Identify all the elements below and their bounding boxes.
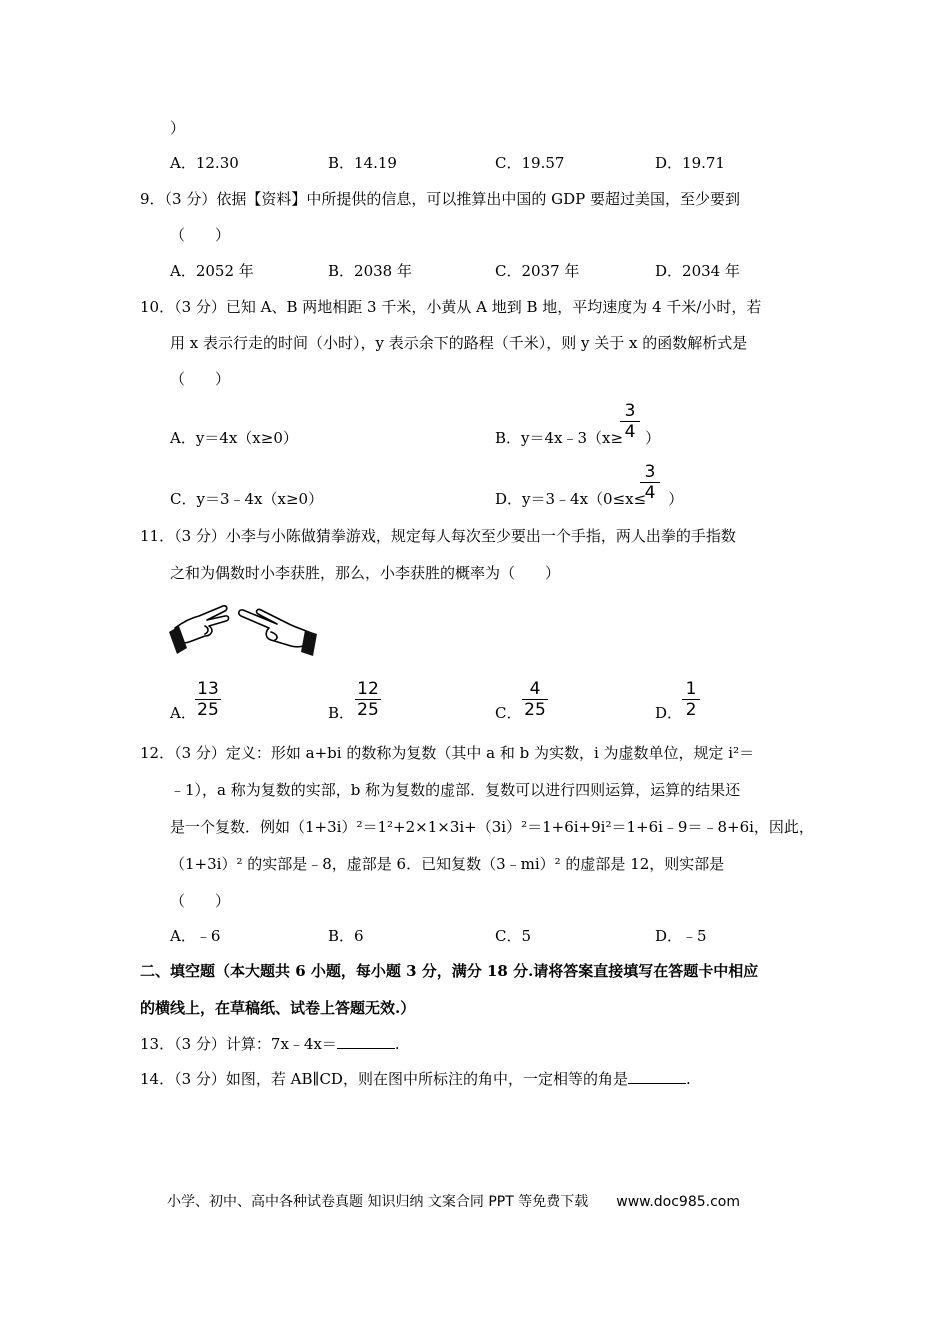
q14-answer-blank[interactable] bbox=[628, 1069, 686, 1084]
q14-end: . bbox=[685, 1070, 691, 1088]
q12-stem-2: ﹣1），a 称为复数的实部，b 称为复数的虚部．复数可以进行四则运算，运算的结果还 bbox=[170, 781, 741, 799]
fraction-numerator: 3 bbox=[644, 462, 656, 482]
q12-stem-3: 是一个复数．例如（1+3i）²＝1²+2×1×3i+（3i）²＝1+6i+9i²＝1+6i﹣9＝﹣8+6i，因此， bbox=[170, 818, 814, 836]
q12-option-b: B．6 bbox=[328, 927, 364, 945]
q11-stem-2: 之和为偶数时小李获胜，那么，小李获胜的概率为（ ） bbox=[170, 564, 561, 582]
fraction-denominator: 25 bbox=[524, 700, 546, 720]
fraction-denominator: 2 bbox=[685, 700, 697, 720]
q10-option-b-fraction bbox=[620, 402, 640, 441]
q10-option-a: A．y＝4x（x≥0） bbox=[170, 429, 298, 447]
q13-text: 13．（3 分）计算：7x﹣4x＝ bbox=[140, 1035, 337, 1053]
fraction-denominator: 25 bbox=[197, 700, 219, 720]
q9-option-d: D．2034 年 bbox=[655, 262, 740, 280]
footer-url[interactable]: www.doc985.com bbox=[616, 1194, 740, 1210]
q10-option-b-text: B．y＝4x﹣3（x≥ bbox=[495, 429, 624, 447]
q11-option-a-fraction bbox=[195, 680, 221, 719]
q10-option-c: C．y＝3﹣4x（x≥0） bbox=[170, 490, 324, 508]
fraction-numerator: 1 bbox=[685, 679, 697, 699]
q10-paren: （ ） bbox=[170, 370, 231, 388]
q14 bbox=[140, 1068, 691, 1090]
fraction-numerator: 4 bbox=[529, 679, 541, 699]
q13-answer-blank[interactable] bbox=[337, 1034, 395, 1049]
section-2-heading-1: 二、填空题（本大题共 6 小题，每小题 3 分，满分 18 分.请将答案直接填写在答题卡中相应 bbox=[140, 962, 759, 980]
q9-stem: 9．（3 分）依据【资料】中所提供的信息，可以推算出中国的 GDP 要超过美国，至少要到 bbox=[140, 190, 740, 208]
q12-option-a: A．﹣6 bbox=[170, 927, 221, 945]
fraction-numerator: 12 bbox=[357, 679, 379, 699]
q10-option-d-fraction bbox=[640, 463, 660, 502]
fraction-numerator: 3 bbox=[624, 401, 636, 421]
q11-option-c-fraction bbox=[522, 680, 548, 719]
q13-end: . bbox=[394, 1035, 400, 1053]
q11-option-d-fraction bbox=[682, 680, 700, 719]
q11-stem-1: 11．（3 分）小李与小陈做猜拳游戏，规定每人每次至少要出一个手指，两人出拳的手指数 bbox=[140, 527, 736, 545]
q8-option-c: C．19.57 bbox=[495, 154, 565, 172]
page-footer bbox=[167, 1191, 740, 1211]
footer-text: 小学、初中、高中各种试卷真题 知识归纳 文案合同 PPT 等免费下载 bbox=[167, 1194, 589, 1210]
fraction-numerator: 13 bbox=[197, 679, 219, 699]
q14-text: 14．（3 分）如图，若 AB∥CD，则在图中所标注的角中，一定相等的角是 bbox=[140, 1070, 628, 1088]
q9-paren: （ ） bbox=[170, 226, 231, 244]
q9-option-a: A．2052 年 bbox=[170, 262, 254, 280]
q10-option-b-close: ） bbox=[645, 429, 661, 447]
q8-tail: ） bbox=[170, 119, 186, 137]
q11-option-b-fraction bbox=[355, 680, 381, 719]
fraction-denominator: 4 bbox=[644, 483, 656, 503]
q10-option-d-text: D．y＝3﹣4x（0≤x≤ bbox=[495, 490, 647, 508]
q12-option-d: D．﹣5 bbox=[655, 927, 707, 945]
q11-option-d-label: D． bbox=[655, 704, 683, 722]
q9-option-b: B．2038 年 bbox=[328, 262, 412, 280]
fraction-denominator: 4 bbox=[624, 422, 636, 442]
q10-stem-2: 用 x 表示行走的时间（小时），y 表示余下的路程（千米），则 y 关于 x 的函数解析式是 bbox=[170, 334, 748, 352]
q8-option-d: D．19.71 bbox=[655, 154, 725, 172]
section-2-heading-2: 的横线上，在草稿纸、试卷上答题无效.） bbox=[140, 999, 416, 1017]
q11-option-c-label: C． bbox=[495, 704, 522, 722]
q8-option-a: A．12.30 bbox=[170, 154, 239, 172]
finger-guessing-hands-image bbox=[165, 596, 325, 660]
q12-option-c: C．5 bbox=[495, 927, 532, 945]
q12-stem-1: 12．（3 分）定义：形如 a+bi 的数称为复数（其中 a 和 b 为实数，i 为虚数单位，规定 i²＝ bbox=[140, 744, 755, 762]
q10-stem-1: 10．（3 分）已知 A、B 两地相距 3 千米，小黄从 A 地到 B 地，平均速度为 4 千米/小时，若 bbox=[140, 298, 762, 316]
q13 bbox=[140, 1033, 400, 1055]
fraction-denominator: 25 bbox=[357, 700, 379, 720]
q12-paren: （ ） bbox=[170, 892, 231, 910]
q10-option-d-close: ） bbox=[668, 490, 684, 508]
q11-option-a-label: A． bbox=[170, 704, 196, 722]
q8-option-b: B．14.19 bbox=[328, 154, 397, 172]
q9-option-c: C．2037 年 bbox=[495, 262, 580, 280]
q12-stem-4: （1+3i）² 的实部是﹣8，虚部是 6．已知复数（3﹣mi）² 的虚部是 12，则实部是 bbox=[170, 855, 725, 873]
q11-option-b-label: B． bbox=[328, 704, 355, 722]
